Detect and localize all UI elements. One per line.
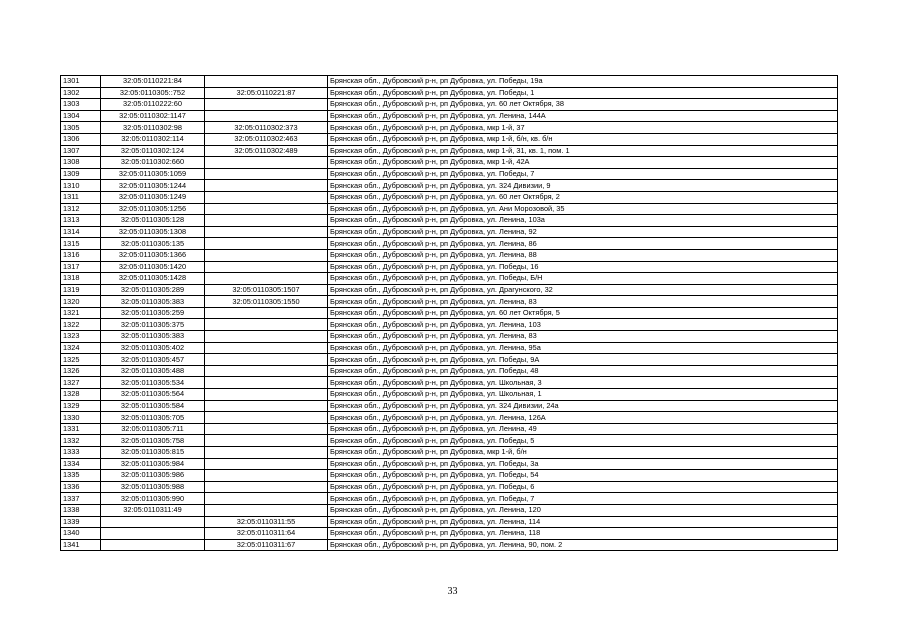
- related-cadastral-number-cell: [205, 504, 328, 516]
- row-number-cell: 1320: [61, 296, 101, 308]
- row-number-cell: 1341: [61, 539, 101, 551]
- cadastral-number-cell: 32:05:0110302:1147: [101, 110, 205, 122]
- related-cadastral-number-cell: [205, 273, 328, 285]
- cadastral-number-cell: 32:05:0110305:815: [101, 447, 205, 459]
- table-row: [61, 458, 838, 470]
- table-row: [61, 157, 838, 169]
- related-cadastral-number-cell: [205, 191, 328, 203]
- row-number-cell: 1308: [61, 157, 101, 169]
- row-number-cell: 1317: [61, 261, 101, 273]
- row-number-cell: 1331: [61, 423, 101, 435]
- table-row: [61, 168, 838, 180]
- row-number-cell: 1327: [61, 377, 101, 389]
- address-cell: Брянская обл., Дубровский р-н, рп Дубровка, ул. Победы, 7: [328, 168, 838, 180]
- address-cell: Брянская обл., Дубровский р-н, рп Дубровка, ул. 60 лет Октября, 5: [328, 307, 838, 319]
- table-row: [61, 412, 838, 424]
- cadastral-number-cell: 32:05:0110305:984: [101, 458, 205, 470]
- related-cadastral-number-cell: [205, 110, 328, 122]
- address-cell: Брянская обл., Дубровский р-н, рп Дубровка, ул. Школьная, 3: [328, 377, 838, 389]
- related-cadastral-number-cell: [205, 226, 328, 238]
- cadastral-number-cell: 32:05:0110311:49: [101, 504, 205, 516]
- related-cadastral-number-cell: [205, 377, 328, 389]
- address-cell: Брянская обл., Дубровский р-н, рп Дубровка, ул. Ани Морозовой, 35: [328, 203, 838, 215]
- cadastral-number-cell: 32:05:0110305:711: [101, 423, 205, 435]
- cadastral-number-cell: 32:05:0110305:988: [101, 481, 205, 493]
- related-cadastral-number-cell: [205, 331, 328, 343]
- table-row: [61, 284, 838, 296]
- related-cadastral-number-cell: [205, 435, 328, 447]
- row-number-cell: 1336: [61, 481, 101, 493]
- row-number-cell: 1319: [61, 284, 101, 296]
- related-cadastral-number-cell: 32:05:0110302:489: [205, 145, 328, 157]
- address-cell: Брянская обл., Дубровский р-н, рп Дубровка, ул. Победы, 1: [328, 87, 838, 99]
- table-row: [61, 215, 838, 227]
- table-row: [61, 528, 838, 540]
- row-number-cell: 1314: [61, 226, 101, 238]
- cadastral-number-cell: 32:05:0110305:584: [101, 400, 205, 412]
- table-row: [61, 145, 838, 157]
- address-cell: Брянская обл., Дубровский р-н, рп Дубровка, ул. Ленина, 83: [328, 296, 838, 308]
- address-cell: Брянская обл., Дубровский р-н, рп Дубровка, ул. Ленина, 88: [328, 249, 838, 261]
- row-number-cell: 1315: [61, 238, 101, 250]
- cadastral-number-cell: 32:05:0110305:383: [101, 296, 205, 308]
- related-cadastral-number-cell: [205, 99, 328, 111]
- address-cell: Брянская обл., Дубровский р-н, рп Дубровка, мкр 1-й, 31, кв. 1, пом. 1: [328, 145, 838, 157]
- cadastral-number-cell: 32:05:0110221:84: [101, 76, 205, 88]
- row-number-cell: 1311: [61, 191, 101, 203]
- cadastral-number-cell: 32:05:0110305:135: [101, 238, 205, 250]
- address-cell: Брянская обл., Дубровский р-н, рп Дубровка, ул. Ленина, 103: [328, 319, 838, 331]
- cadastral-number-cell: 32:05:0110302:114: [101, 133, 205, 145]
- related-cadastral-number-cell: [205, 423, 328, 435]
- related-cadastral-number-cell: [205, 249, 328, 261]
- related-cadastral-number-cell: [205, 180, 328, 192]
- table-row: [61, 307, 838, 319]
- table-row: [61, 273, 838, 285]
- related-cadastral-number-cell: [205, 261, 328, 273]
- table-row: [61, 435, 838, 447]
- related-cadastral-number-cell: [205, 203, 328, 215]
- related-cadastral-number-cell: [205, 447, 328, 459]
- cadastral-number-cell: [101, 539, 205, 551]
- table-row: [61, 354, 838, 366]
- related-cadastral-number-cell: [205, 481, 328, 493]
- table-row: [61, 87, 838, 99]
- table-row: [61, 331, 838, 343]
- row-number-cell: 1333: [61, 447, 101, 459]
- table-row: [61, 319, 838, 331]
- row-number-cell: 1307: [61, 145, 101, 157]
- address-cell: Брянская обл., Дубровский р-н, рп Дубровка, ул. Победы, Б/Н: [328, 273, 838, 285]
- row-number-cell: 1335: [61, 470, 101, 482]
- table-row: [61, 481, 838, 493]
- table-row: [61, 447, 838, 459]
- address-cell: Брянская обл., Дубровский р-н, рп Дубровка, мкр 1-й, 37: [328, 122, 838, 134]
- related-cadastral-number-cell: [205, 458, 328, 470]
- address-cell: Брянская обл., Дубровский р-н, рп Дубровка, ул. Ленина, 49: [328, 423, 838, 435]
- cadastral-number-cell: 32:05:0110305:375: [101, 319, 205, 331]
- cadastral-number-cell: 32:05:0110305:1366: [101, 249, 205, 261]
- related-cadastral-number-cell: [205, 470, 328, 482]
- table-row: [61, 238, 838, 250]
- table-row: [61, 191, 838, 203]
- related-cadastral-number-cell: 32:05:0110302:463: [205, 133, 328, 145]
- row-number-cell: 1329: [61, 400, 101, 412]
- address-cell: Брянская обл., Дубровский р-н, рп Дубровка, ул. Победы, 48: [328, 365, 838, 377]
- address-cell: Брянская обл., Дубровский р-н, рп Дубровка, ул. Ленина, 118: [328, 528, 838, 540]
- row-number-cell: 1305: [61, 122, 101, 134]
- table-row: [61, 76, 838, 88]
- related-cadastral-number-cell: 32:05:0110221:87: [205, 87, 328, 99]
- address-cell: Брянская обл., Дубровский р-н, рп Дубровка, ул. Ленина, 114: [328, 516, 838, 528]
- cadastral-number-cell: 32:05:0110305:1244: [101, 180, 205, 192]
- related-cadastral-number-cell: 32:05:0110311:64: [205, 528, 328, 540]
- related-cadastral-number-cell: 32:05:0110302:373: [205, 122, 328, 134]
- table-row: [61, 342, 838, 354]
- cadastral-number-cell: 32:05:0110305:289: [101, 284, 205, 296]
- cadastral-number-cell: 32:05:0110305:128: [101, 215, 205, 227]
- row-number-cell: 1302: [61, 87, 101, 99]
- cadastral-number-cell: 32:05:0110305:758: [101, 435, 205, 447]
- page-number: 33: [447, 586, 458, 597]
- address-cell: Брянская обл., Дубровский р-н, рп Дубровка, мкр 1-й, б/н, кв. б/н: [328, 133, 838, 145]
- address-cell: Брянская обл., Дубровский р-н, рп Дубровка, ул. Ленина, 83: [328, 331, 838, 343]
- address-cell: Брянская обл., Дубровский р-н, рп Дубровка, ул. Победы, 16: [328, 261, 838, 273]
- row-number-cell: 1337: [61, 493, 101, 505]
- cadastral-number-cell: 32:05:0110305:986: [101, 470, 205, 482]
- cadastral-number-cell: 32:05:0110305:1249: [101, 191, 205, 203]
- table-body: [61, 76, 838, 551]
- cadastral-number-cell: 32:05:0110305:383: [101, 331, 205, 343]
- cadastral-number-cell: 32:05:0110305:1059: [101, 168, 205, 180]
- address-cell: Брянская обл., Дубровский р-н, рп Дубровка, ул. Ленина, 126А: [328, 412, 838, 424]
- cadastral-number-cell: 32:05:0110305:457: [101, 354, 205, 366]
- related-cadastral-number-cell: [205, 365, 328, 377]
- address-cell: Брянская обл., Дубровский р-н, рп Дубровка, ул. Ленина, 120: [328, 504, 838, 516]
- table-row: [61, 180, 838, 192]
- related-cadastral-number-cell: 32:05:0110311:55: [205, 516, 328, 528]
- table-row: [61, 249, 838, 261]
- address-cell: Брянская обл., Дубровский р-н, рп Дубровка, ул. Победы, 54: [328, 470, 838, 482]
- row-number-cell: 1330: [61, 412, 101, 424]
- row-number-cell: 1321: [61, 307, 101, 319]
- cadastral-number-cell: 32:05:0110302:124: [101, 145, 205, 157]
- related-cadastral-number-cell: [205, 400, 328, 412]
- address-cell: Брянская обл., Дубровский р-н, рп Дубровка, ул. Ленина, 92: [328, 226, 838, 238]
- cadastral-number-cell: 32:05:0110302:98: [101, 122, 205, 134]
- table-row: [61, 470, 838, 482]
- cadastral-number-cell: 32:05:0110305:534: [101, 377, 205, 389]
- related-cadastral-number-cell: 32:05:0110305:1550: [205, 296, 328, 308]
- related-cadastral-number-cell: [205, 342, 328, 354]
- related-cadastral-number-cell: [205, 389, 328, 401]
- cadastral-number-cell: 32:05:0110305:990: [101, 493, 205, 505]
- row-number-cell: 1339: [61, 516, 101, 528]
- related-cadastral-number-cell: [205, 76, 328, 88]
- address-cell: Брянская обл., Дубровский р-н, рп Дубровка, ул. Ленина, 86: [328, 238, 838, 250]
- row-number-cell: 1309: [61, 168, 101, 180]
- address-cell: Брянская обл., Дубровский р-н, рп Дубровка, ул. Ленина, 90, пом. 2: [328, 539, 838, 551]
- cadastral-number-cell: 32:05:0110305:564: [101, 389, 205, 401]
- table-row: [61, 539, 838, 551]
- table-row: [61, 296, 838, 308]
- row-number-cell: 1322: [61, 319, 101, 331]
- address-cell: Брянская обл., Дубровский р-н, рп Дубровка, мкр 1-й, б/н: [328, 447, 838, 459]
- related-cadastral-number-cell: [205, 412, 328, 424]
- table-row: [61, 261, 838, 273]
- table-row: [61, 493, 838, 505]
- cadastral-number-cell: [101, 516, 205, 528]
- cadastral-number-cell: 32:05:0110305:1428: [101, 273, 205, 285]
- address-cell: Брянская обл., Дубровский р-н, рп Дубровка, ул. 324 Дивизии, 24а: [328, 400, 838, 412]
- row-number-cell: 1324: [61, 342, 101, 354]
- cadastral-number-cell: 32:05:0110302:660: [101, 157, 205, 169]
- address-cell: Брянская обл., Дубровский р-н, рп Дубровка, ул. Школьная, 1: [328, 389, 838, 401]
- row-number-cell: 1334: [61, 458, 101, 470]
- cadastral-number-cell: 32:05:0110305:488: [101, 365, 205, 377]
- address-cell: Брянская обл., Дубровский р-н, рп Дубровка, ул. Победы, 9А: [328, 354, 838, 366]
- cadastral-number-cell: 32:05:0110305::752: [101, 87, 205, 99]
- table-row: [61, 516, 838, 528]
- table-row: [61, 377, 838, 389]
- row-number-cell: 1303: [61, 99, 101, 111]
- cadastral-number-cell: 32:05:0110305:705: [101, 412, 205, 424]
- table-row: [61, 122, 838, 134]
- table-row: [61, 365, 838, 377]
- address-cell: Брянская обл., Дубровский р-н, рп Дубровка, ул. Ленина, 103а: [328, 215, 838, 227]
- cadastral-registry-table: [60, 75, 838, 551]
- row-number-cell: 1326: [61, 365, 101, 377]
- table-row: [61, 226, 838, 238]
- address-cell: Брянская обл., Дубровский р-н, рп Дубровка, ул. 60 лет Октября, 38: [328, 99, 838, 111]
- cadastral-number-cell: 32:05:0110305:1420: [101, 261, 205, 273]
- cadastral-number-cell: 32:05:0110305:1308: [101, 226, 205, 238]
- address-cell: Брянская обл., Дубровский р-н, рп Дубровка, ул. Победы, 3а: [328, 458, 838, 470]
- table-row: [61, 389, 838, 401]
- address-cell: Брянская обл., Дубровский р-н, рп Дубровка, мкр 1-й, 42А: [328, 157, 838, 169]
- related-cadastral-number-cell: 32:05:0110311:67: [205, 539, 328, 551]
- address-cell: Брянская обл., Дубровский р-н, рп Дубровка, ул. Победы, 6: [328, 481, 838, 493]
- address-cell: Брянская обл., Дубровский р-н, рп Дубровка, ул. Драгунского, 32: [328, 284, 838, 296]
- address-cell: Брянская обл., Дубровский р-н, рп Дубровка, ул. 60 лет Октября, 2: [328, 191, 838, 203]
- row-number-cell: 1340: [61, 528, 101, 540]
- cadastral-number-cell: 32:05:0110305:259: [101, 307, 205, 319]
- cadastral-number-cell: 32:05:0110305:1256: [101, 203, 205, 215]
- address-cell: Брянская обл., Дубровский р-н, рп Дубровка, ул. Ленина, 95а: [328, 342, 838, 354]
- table-row: [61, 400, 838, 412]
- row-number-cell: 1323: [61, 331, 101, 343]
- table-row: [61, 133, 838, 145]
- address-cell: Брянская обл., Дубровский р-н, рп Дубровка, ул. 324 Дивизии, 9: [328, 180, 838, 192]
- row-number-cell: 1318: [61, 273, 101, 285]
- address-cell: Брянская обл., Дубровский р-н, рп Дубровка, ул. Ленина, 144А: [328, 110, 838, 122]
- row-number-cell: 1332: [61, 435, 101, 447]
- related-cadastral-number-cell: [205, 493, 328, 505]
- row-number-cell: 1306: [61, 133, 101, 145]
- row-number-cell: 1312: [61, 203, 101, 215]
- table-row: [61, 423, 838, 435]
- cadastral-number-cell: [101, 528, 205, 540]
- related-cadastral-number-cell: [205, 354, 328, 366]
- row-number-cell: 1338: [61, 504, 101, 516]
- related-cadastral-number-cell: [205, 319, 328, 331]
- table-row: [61, 203, 838, 215]
- row-number-cell: 1304: [61, 110, 101, 122]
- address-cell: Брянская обл., Дубровский р-н, рп Дубровка, ул. Победы, 19а: [328, 76, 838, 88]
- row-number-cell: 1313: [61, 215, 101, 227]
- row-number-cell: 1325: [61, 354, 101, 366]
- row-number-cell: 1310: [61, 180, 101, 192]
- cadastral-number-cell: 32:05:0110222:60: [101, 99, 205, 111]
- address-cell: Брянская обл., Дубровский р-н, рп Дубровка, ул. Победы, 5: [328, 435, 838, 447]
- row-number-cell: 1316: [61, 249, 101, 261]
- related-cadastral-number-cell: [205, 238, 328, 250]
- related-cadastral-number-cell: [205, 307, 328, 319]
- cadastral-number-cell: 32:05:0110305:402: [101, 342, 205, 354]
- table-row: [61, 504, 838, 516]
- related-cadastral-number-cell: [205, 157, 328, 169]
- address-cell: Брянская обл., Дубровский р-н, рп Дубровка, ул. Победы, 7: [328, 493, 838, 505]
- related-cadastral-number-cell: [205, 168, 328, 180]
- row-number-cell: 1328: [61, 389, 101, 401]
- table-row: [61, 110, 838, 122]
- row-number-cell: 1301: [61, 76, 101, 88]
- related-cadastral-number-cell: 32:05:0110305:1507: [205, 284, 328, 296]
- table-row: [61, 99, 838, 111]
- related-cadastral-number-cell: [205, 215, 328, 227]
